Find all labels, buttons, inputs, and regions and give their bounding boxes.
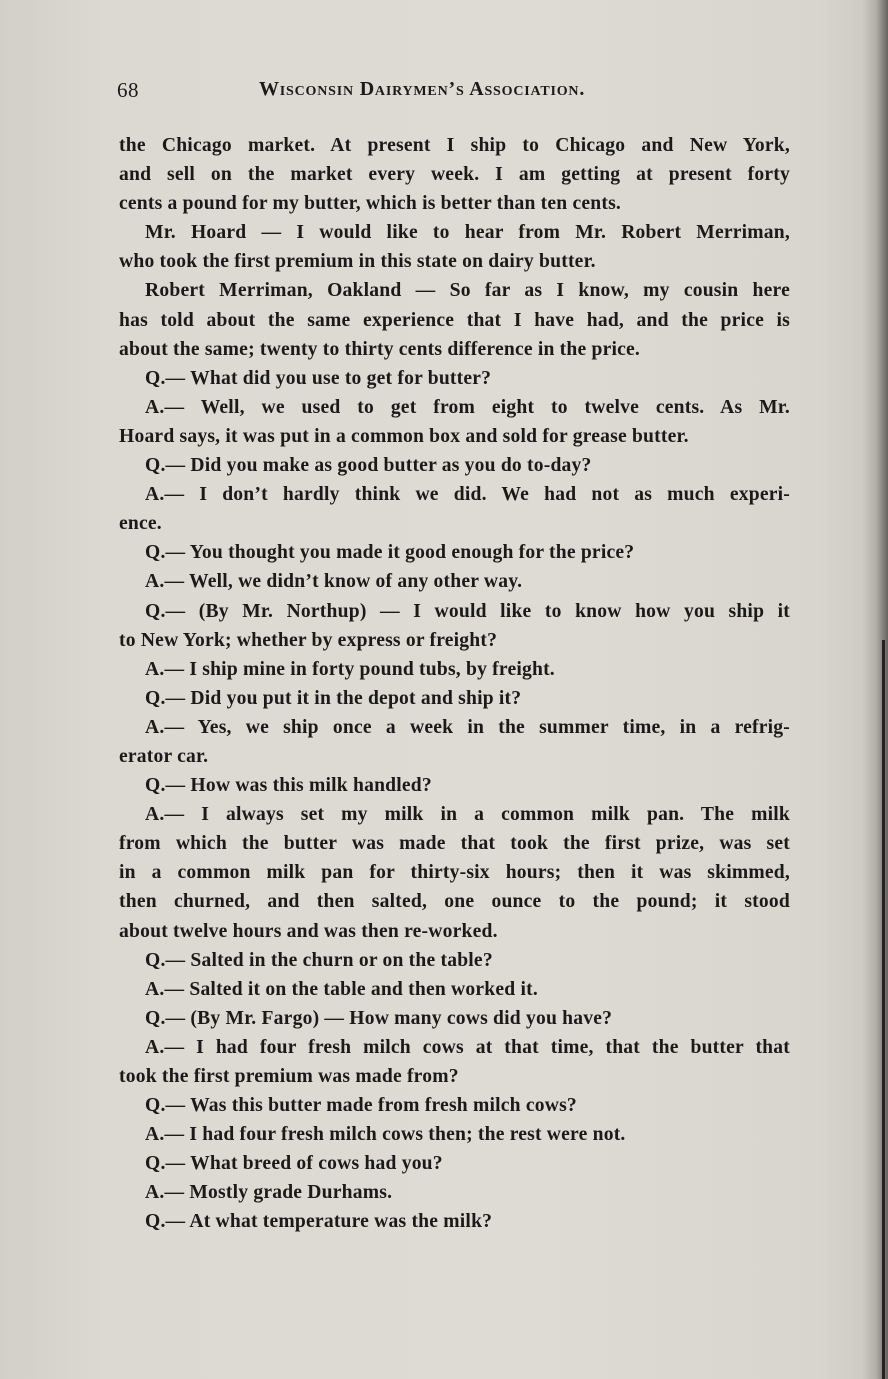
page-header	[117, 78, 647, 106]
text-line: who took the first premium in this state on dairy butter.	[119, 251, 596, 273]
text-line: A.— I always set my milk in a common milk pan. The milk	[145, 804, 790, 826]
text-line: erator car.	[119, 745, 209, 767]
text-line: took the first premium was made from?	[119, 1066, 459, 1087]
text-line: A.— Well, we didn’t know of any other way.	[145, 571, 523, 593]
text-line: A.— Yes, we ship once a week in the summer time, in a refrig-	[145, 716, 790, 738]
text-line: Q.— Did you make as good butter as you do to-day?	[145, 455, 592, 477]
text-line: Q.— Did you put it in the depot and ship it?	[145, 687, 522, 709]
text-line: to New York; whether by express or freight?	[119, 629, 498, 651]
text-line: Q.— What breed of cows had you?	[145, 1153, 443, 1175]
text-line: cents a pound for my butter, which is better than ten cents.	[119, 193, 622, 215]
text-line: Q.— (By Mr. Northup) — I would like to know how you ship it	[145, 600, 790, 622]
text-line: Mr. Hoard — I would like to hear from Mr. Robert Merriman,	[145, 222, 790, 244]
text-line: Q.— Was this butter made from fresh milch cows?	[145, 1095, 577, 1117]
text-line: A.— I don’t hardly think we did. We had not as much experi-	[145, 484, 790, 506]
text-line: A.— Well, we used to get from eight to twelve cents. As Mr.	[145, 396, 790, 418]
text-line: the Chicago market. At present I ship to Chicago and New York,	[119, 135, 790, 156]
text-line: Q.— You thought you made it good enough for the price?	[145, 542, 635, 564]
running-title: Wisconsin Dairymen’s Association.	[259, 78, 586, 100]
text-line: A.— I had four fresh milch cows then; the rest were not.	[145, 1124, 626, 1146]
text-line: has told about the same experience that I have had, and the price is	[119, 309, 790, 331]
text-line: from which the butter was made that took the first prize, was set	[119, 833, 790, 855]
text-line: Q.— At what temperature was the milk?	[145, 1211, 493, 1233]
text-line: Q.— (By Mr. Fargo) — How many cows did you have?	[145, 1007, 613, 1029]
text-line: Robert Merriman, Oakland — So far as I know, my cousin here	[145, 280, 790, 302]
text-line: and sell on the market every week. I am getting at present forty	[119, 164, 790, 186]
text-line: Q.— How was this milk handled?	[145, 775, 432, 797]
body-text	[119, 131, 790, 1237]
page-number: 68	[117, 78, 139, 102]
binding-edge	[882, 640, 885, 1379]
text-line: A.— Mostly grade Durhams.	[145, 1182, 393, 1204]
text-line: A.— I had four fresh milch cows at that time, that the butter that	[145, 1036, 790, 1058]
text-line: A.— Salted it on the table and then worked it.	[145, 978, 538, 1000]
text-line: about twelve hours and was then re-worked.	[119, 920, 498, 942]
text-line: Q.— Salted in the churn or on the table?	[145, 949, 493, 971]
text-line: in a common milk pan for thirty-six hours; then it was skimmed,	[119, 862, 790, 884]
text-line: then churned, and then salted, one ounce to the pound; it stood	[119, 891, 790, 913]
text-line: A.— I ship mine in forty pound tubs, by freight.	[145, 658, 555, 680]
text-line: Q.— What did you use to get for butter?	[145, 367, 492, 389]
text-line: Hoard says, it was put in a common box and sold for grease butter.	[119, 425, 689, 447]
text-line: about the same; twenty to thirty cents difference in the price.	[119, 338, 641, 360]
text-line: ence.	[119, 513, 162, 535]
